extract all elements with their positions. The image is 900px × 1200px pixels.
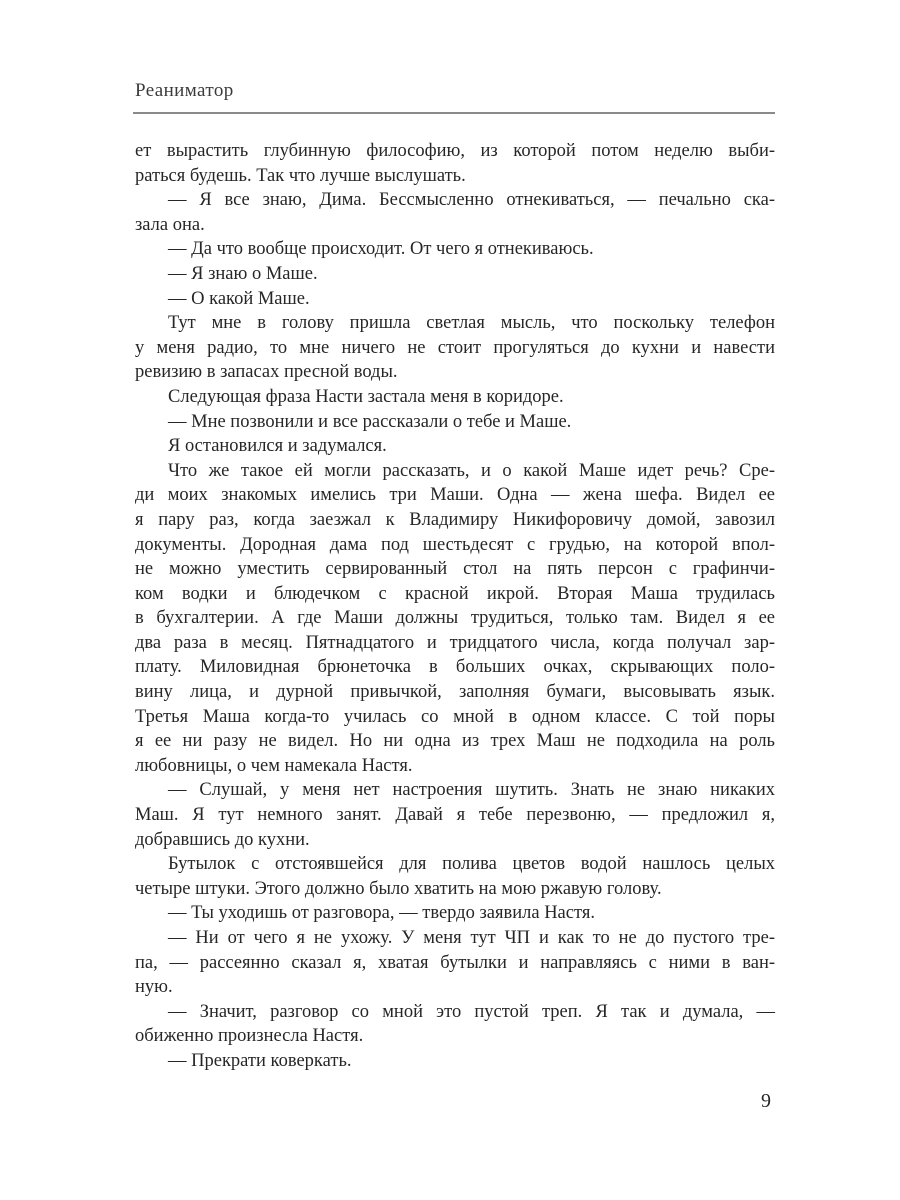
text-line: ревизию в запасах пресной воды. [135, 362, 398, 383]
running-header: Реаниматор [135, 80, 234, 101]
text-line: — Прекрати коверкать. [168, 1050, 352, 1071]
text-line: Третья Маша когда-то училась со мной в одном классе. С той поры [135, 706, 775, 727]
text-line: — Я знаю о Маше. [168, 263, 318, 284]
text-line: не можно уместить сервированный стол на пять персон с графинчи- [135, 559, 775, 580]
text-line: — Я все знаю, Дима. Бессмысленно отнекиваться, — печально ска- [168, 190, 775, 211]
text-line: в бухгалтерии. А где Маши должны трудиться, только там. Видел я ее [135, 608, 775, 629]
text-line: Что же такое ей могли рассказать, и о какой Маше идет речь? Сре- [168, 460, 775, 481]
text-line: па, — рассеянно сказал я, хватая бутылки и направляясь с ними в ван- [135, 952, 775, 973]
text-line: ком водки и блюдечком с красной икрой. Вторая Маша трудилась [135, 583, 775, 604]
text-line: четыре штуки. Этого должно было хватить на мою ржавую голову. [135, 878, 662, 899]
text-line: плату. Миловидная брюнеточка в больших очках, скрывающих поло- [135, 657, 775, 678]
text-line: — О какой Маше. [168, 288, 310, 309]
text-line: Бутылок с отстоявшейся для полива цветов водой нашлось целых [168, 854, 775, 875]
text-line: два раза в месяц. Пятнадцатого и тридцатого числа, когда получал зар- [135, 632, 775, 653]
text-line: ную. [135, 977, 173, 998]
text-line: Я остановился и задумался. [168, 436, 387, 457]
text-line: любовницы, о чем намекала Настя. [135, 755, 413, 776]
text-line: Тут мне в голову пришла светлая мысль, что поскольку телефон [168, 313, 775, 334]
text-line: Маш. Я тут немного занят. Давай я тебе перезвоню, — предложил я, [135, 805, 775, 826]
text-line: — Ты уходишь от разговора, — твердо заявила Настя. [168, 903, 595, 924]
page-text [135, 139, 775, 1074]
text-line: добравшись до кухни. [135, 829, 310, 850]
text-line: Следующая фраза Насти застала меня в коридоре. [168, 386, 564, 407]
text-line: обиженно произнесла Настя. [135, 1026, 364, 1047]
text-line: ди моих знакомых имелись три Маши. Одна — жена шефа. Видел ее [135, 485, 775, 506]
text-line: я пару раз, когда заезжал к Владимиру Никифоровичу домой, завозил [135, 509, 775, 530]
text-line: я ее ни разу не видел. Но ни одна из трех Маш не подходила на роль [135, 731, 775, 752]
text-line: у меня радио, то мне ничего не стоит прогуляться до кухни и навести [135, 337, 775, 358]
text-line: зала она. [135, 214, 205, 235]
text-line: ет вырастить глубинную философию, из которой потом неделю выби- [135, 141, 775, 161]
text-line: вину лица, и дурной привычкой, заполняя бумаги, высовывать язык. [135, 682, 775, 703]
text-line: документы. Дородная дама под шестьдесят с грудью, на которой впол- [135, 534, 775, 555]
header-rule-divider [133, 112, 775, 114]
text-line: — Значит, разговор со мной это пустой треп. Я так и думала, — [168, 1001, 775, 1022]
text-line: раться будешь. Так что лучше выслушать. [135, 165, 466, 186]
text-line: — Слушай, у меня нет настроения шутить. Знать не знаю никаких [168, 780, 775, 801]
text-line: — Ни от чего я не ухожу. У меня тут ЧП и как то не до пустого тре- [168, 928, 775, 948]
text-line: — Да что вообще происходит. От чего я отнекиваюсь. [168, 239, 594, 260]
page-number: 9 [761, 1090, 771, 1112]
text-line: — Мне позвонили и все рассказали о тебе и Маше. [168, 411, 572, 432]
